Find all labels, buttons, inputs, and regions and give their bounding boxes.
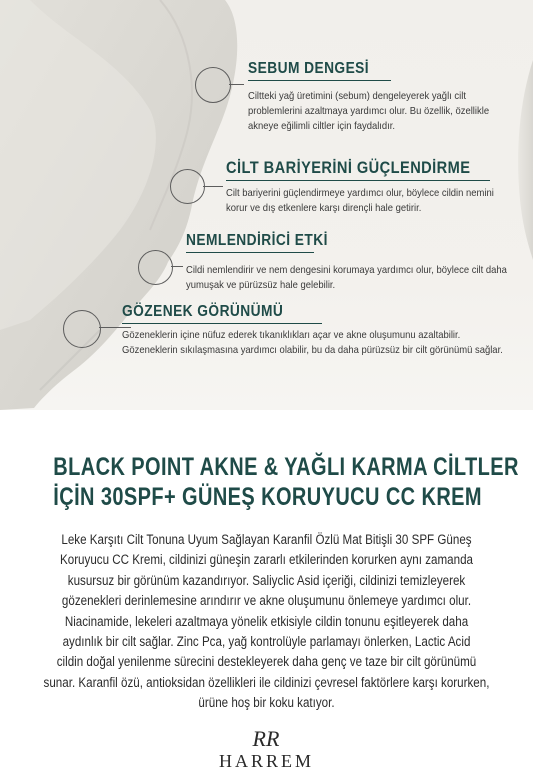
feature-moisture (186, 232, 506, 293)
brand-monogram-logo (246, 725, 286, 751)
callout-connector-1 (229, 84, 244, 85)
feature-title-underline (186, 252, 314, 253)
product-headline-line1: BLACK POINT AKNE & YAĞLI KARMA CİLTLER (53, 453, 519, 481)
feature-barrier (226, 158, 526, 216)
feature-description: Cilt bariyerini güçlendirmeye yardımcı olur, böylece cildin nemini korur ve dış etkenlere karşı dirençli hale getirir. (226, 187, 494, 214)
callout-connector-2 (203, 186, 223, 187)
feature-title: GÖZENEK GÖRÜNÜMÜ (122, 303, 284, 320)
callout-circle-3 (138, 250, 173, 285)
product-headline-line2: İÇİN 30SPF+ GÜNEŞ KORUYUCU CC KREM (53, 483, 482, 511)
feature-title-underline (226, 180, 490, 181)
feature-title: NEMLENDİRİCİ ETKİ (186, 232, 328, 249)
feature-description: Ciltteki yağ üretimini (sebum) dengeleyerek yağlı cilt problemlerini azaltmaya yardımcı olur. Bu özellik, özellikle akneye eğilimli ciltler için faydalıdır. (248, 90, 490, 132)
callout-circle-4 (63, 310, 101, 348)
callout-circle-1 (195, 67, 231, 103)
feature-sebum (248, 60, 528, 134)
feature-title-underline (122, 323, 322, 324)
callout-connector-3 (171, 266, 183, 267)
feature-title: SEBUM DENGESİ (248, 60, 370, 77)
feature-title-underline (248, 80, 391, 81)
product-description: Leke Karşıtı Cilt Tonuna Uyum Sağlayan Karanfil Özlü Mat Bitişli 30 SPF Güneş Koruyucu CC Kremi, cildinizi güneşin zararlı etkilerinden korurken aynı zamanda kusursuz bir görünüm kazandırıyor. Saliyclic Asid içeriği, cildinizi temizleyerek gözenekleri derinlemesine arındırır ve akne oluşumunu önlemeye yardımcı olur. Niacinamide, lekeleri azaltmaya yönelik etkisiyle cildin tonunu eşitleyerek daha aydınlık bir cilt sağlar. Zinc Pca, yağ kontrolüyle parlamayı önlerken, Lactic Acid cildin doğal yenilenme sürecini destekleyerek daha genç ve taze bir cilt görünümü sunar. Karanfil özü, antioksidan özellikleri ile cildinizi çevresel faktörlere karşı korurken, ürüne hoş bir koku katıyor. (43, 532, 490, 711)
callout-circle-2 (170, 169, 205, 204)
brand-name: HARREM (218, 751, 314, 771)
feature-description: Gözeneklerin içine nüfuz ederek tıkanıklıkları açar ve akne oluşumunu azaltabilir. Gözeneklerin sıkılaşmasına yardımcı olabilir, bu da daha pürüzsüz bir cilt görünümü sağlar. (122, 329, 503, 356)
feature-title: CİLT BARİYERİNİ GÜÇLENDİRME (226, 158, 471, 177)
feature-description: Cildi nemlendirir ve nem dengesini korumaya yardımcı olur, böylece cilt daha yumuşak ve pürüzsüz hale gelebilir. (186, 264, 507, 291)
feature-pores (122, 303, 522, 358)
svg-text:RR: RR (252, 726, 280, 751)
